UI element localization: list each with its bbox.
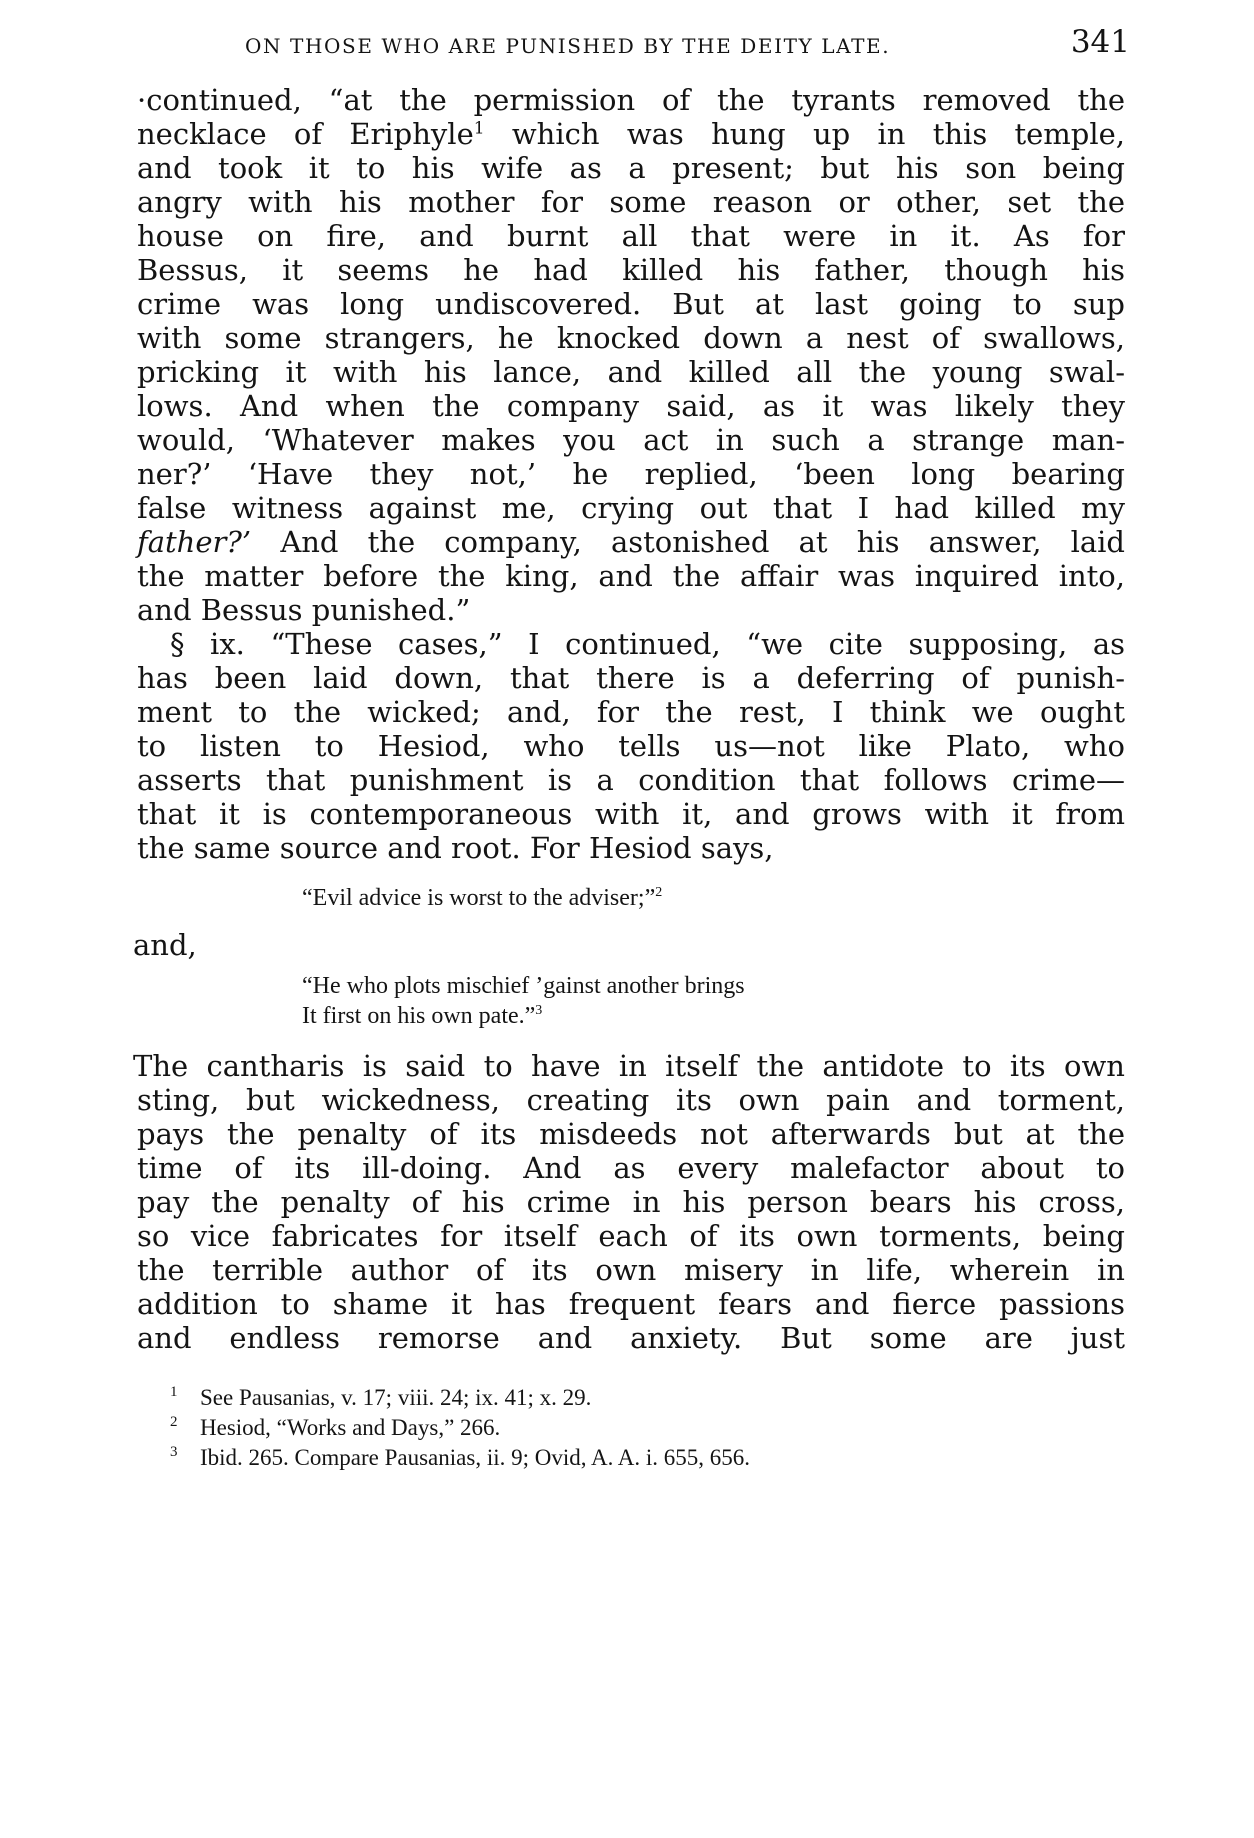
- text-line: time of its ill-doing. And as every malefactor about to: [137, 1151, 1125, 1185]
- verse-quote-line: “He who plots mischief ’gainst another brings: [302, 973, 745, 999]
- verse-quote: “Evil advice is worst to the adviser;”$^2$: [302, 885, 663, 911]
- text-line: The cantharis is said to have in itself the antidote to its own: [133, 1049, 1125, 1083]
- text-line: false witness against me, crying out that I had killed my: [137, 491, 1125, 525]
- text-line: pay the penalty of his crime in his person bears his cross,: [137, 1185, 1125, 1219]
- text-line: and Bessus punished.”: [137, 593, 471, 627]
- text-line: angry with his mother for some reason or other, set the: [137, 185, 1125, 219]
- text-line: pays the penalty of its misdeeds not afterwards but at the: [137, 1117, 1125, 1151]
- text-line: and took it to his wife as a present; but his son being: [137, 151, 1125, 185]
- text-line: pricking it with his lance, and killed all the young swal-: [137, 355, 1125, 389]
- text-line: ment to the wicked; and, for the rest, I think we ought: [137, 695, 1125, 729]
- running-title: ON THOSE WHO ARE PUNISHED BY THE DEITY LATE.: [245, 34, 891, 58]
- text-line: house on fire, and burnt all that were in it. As for: [137, 219, 1125, 253]
- verse-quote-line: It first on his own pate.”$^3$: [302, 1003, 543, 1029]
- text-line: crime was long undiscovered. But at last going to sup: [137, 287, 1125, 321]
- footnote: 1 See Pausanias, v. 17; viii. 24; ix. 41; x. 29.: [170, 1384, 592, 1410]
- text-line: the same source and root. For Hesiod says,: [137, 831, 774, 865]
- footnote-ref: 2: [655, 885, 663, 900]
- text-line: addition to shame it has frequent fears and fierce passions: [137, 1287, 1125, 1321]
- text-line: the matter before the king, and the affair was inquired into,: [137, 559, 1125, 593]
- page-number: 341: [1070, 24, 1130, 60]
- footnote-ref: 1: [473, 118, 485, 139]
- text-line: necklace of Eriphyle$^1$ which was hung up in this temple,: [137, 117, 1126, 151]
- running-head: [245, 24, 1130, 64]
- text-line: that it is contemporaneous with it, and grows with it from: [137, 797, 1125, 831]
- text-line: would, ‘Whatever makes you act in such a strange man-: [137, 423, 1125, 457]
- text-line: § ix. “These cases,” I continued, “we cite supposing, as: [170, 627, 1125, 661]
- text-line: ner?’ ‘Have they not,’ he replied, ‘been long bearing: [137, 457, 1125, 491]
- text-line: Bessus, it seems he had killed his father, though his: [137, 253, 1125, 287]
- footnote: 2 Hesiod, “Works and Days,” 266.: [170, 1414, 501, 1440]
- footnote: 3 Ibid. 265. Compare Pausanias, ii. 9; Ovid, A. A. i. 655, 656.: [170, 1444, 751, 1470]
- text-line: the terrible author of its own misery in life, wherein in: [137, 1253, 1125, 1287]
- footnote-ref: 3: [535, 1003, 543, 1018]
- text-line: lows. And when the company said, as it was likely they: [137, 389, 1125, 423]
- text-line: so vice fabricates for itself each of its own torments, being: [137, 1219, 1125, 1253]
- text-line: sting, but wickedness, creating its own pain and torment,: [137, 1083, 1125, 1117]
- text-line: ·continued, “at the permission of the tyrants removed the: [137, 83, 1125, 117]
- text-line: father?’ And the company, astonished at his answer, laid: [137, 525, 1125, 559]
- text-line: has been laid down, that there is a deferring of punish-: [137, 661, 1125, 695]
- text-line: asserts that punishment is a condition that follows crime—: [137, 763, 1125, 797]
- text-line: to listen to Hesiod, who tells us—not like Plato, who: [137, 729, 1125, 763]
- text-line: and endless remorse and anxiety. But some are just: [137, 1321, 1125, 1355]
- text-line: and,: [133, 928, 197, 962]
- text-line: with some strangers, he knocked down a nest of swallows,: [137, 321, 1125, 355]
- section-number: § ix.: [170, 627, 245, 661]
